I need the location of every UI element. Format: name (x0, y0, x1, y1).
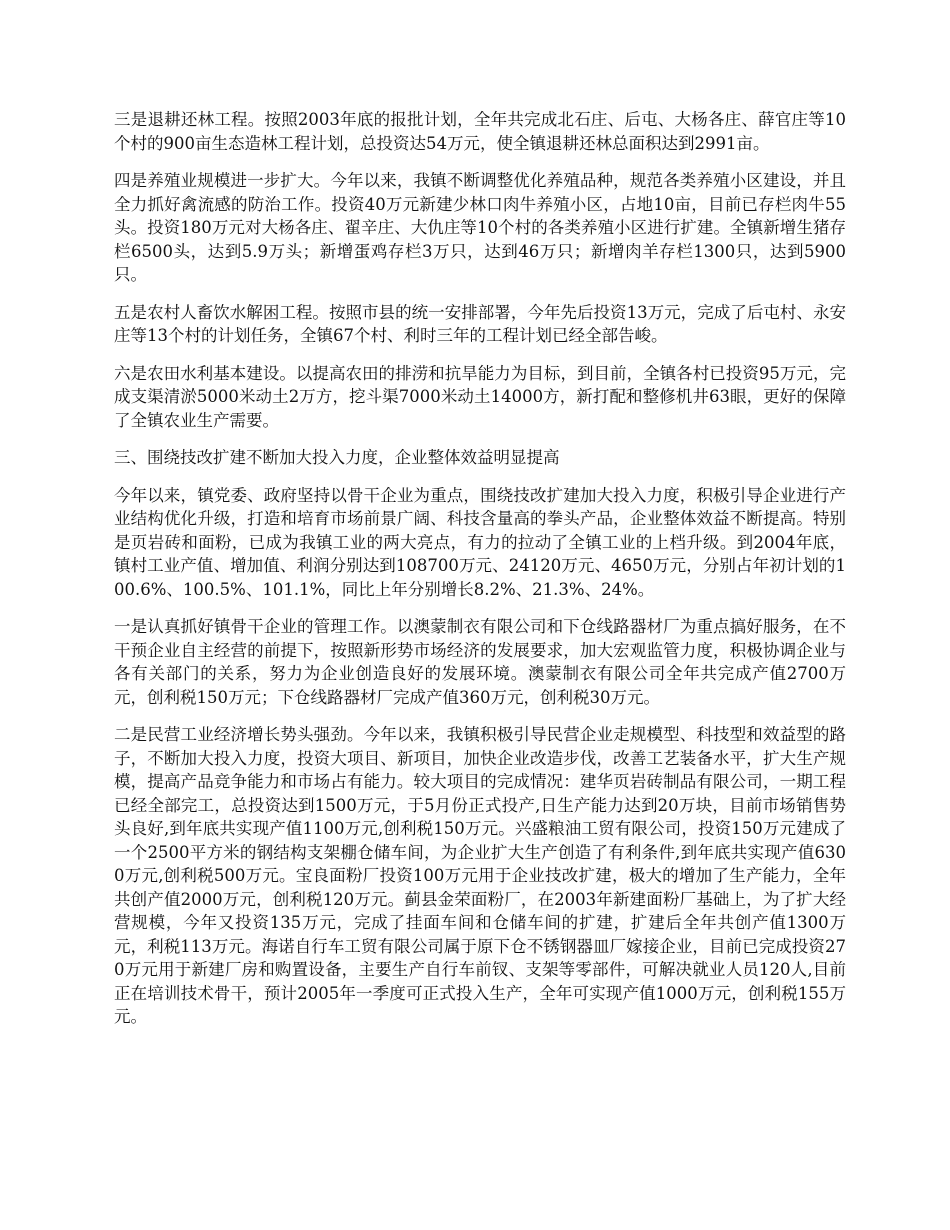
document-body (114, 108, 846, 1043)
paragraph-drinking-water: 五是农村人畜饮水解困工程。按照市县的统一安排部署，今年先后投资13万元，完成了后屯村、永安庄等13个村的计划任务，全镇67个村、利时三年的工程计划已经全部告峻。 (114, 302, 846, 345)
paragraph-private-industry: 二是民营工业经济增长势头强劲。今年以来，我镇积极引导民营企业走规模型、科技型和效益型的路子，不断加大投入力度，投资大项目、新项目，加快企业改造步伐，改善工艺装备水平，扩大生产规模，提高产品竞争能力和市场占有能力。较大项目的完成情况：建华页岩砖制品有限公司，一期工程已经全部完工，总投资达到1500万元，于5月份正式投产,日生产能力达到20万块，目前市场销售势头良好,到年底共实现产值1100万元,创利税150万元。兴盛粮油工贸有限公司，投资150万元建成了一个2500平方米的钢结构支架棚仓储车间，为企业扩大生产创造了有利条件,到年底共实现产值6300万元,创利税500万元。宝良面粉厂投资100万元用于企业技改扩建，极大的增加了生产能力，全年共创产值2000万元，创利税120万元。蓟县金荣面粉厂，在2003年新建面粉厂基础上，为了扩大经营规模，今年又投资135万元，完成了挂面车间和仓储车间的扩建，扩建后全年共创产值1300万元，利税113万元。海诺自行车工贸有限公司属于原下仓不锈钢器皿厂嫁接企业，目前已完成投资270万元用于新建厂房和购置设备，主要生产自行车前钗、支架等零部件，可解决就业人员120人,目前正在培训技术骨干，预计2005年一季度可正式投入生产，全年可实现产值1000万元，创利税155万元。 (114, 725, 846, 1026)
section-heading-enterprise: 三、围绕技改扩建不断加大投入力度，企业整体效益明显提高 (114, 448, 560, 467)
paragraph-irrigation: 六是农田水利基本建设。以提高农田的排涝和抗旱能力为目标，到目前，全镇各村已投资95万元，完成支渠清淤5000米动土2万方，挖斗渠7000米动土14000方，新打配和整修机井63眼，更好的保障了全镇农业生产需要。 (114, 363, 846, 430)
paragraph-enterprise-overview: 今年以来，镇党委、政府坚持以骨干企业为重点，围绕技改扩建加大投入力度，积极引导企业进行产业结构优化升级，打造和培育市场前景广阔、科技含量高的拳头产品，企业整体效益不断提高。特别是页岩砖和面粉，已成为我镇工业的两大亮点，有力的拉动了全镇工业的上档升级。到2004年底，镇村工业产值、增加值、利润分别达到108700万元、24120万元、4650万元，分别占年初计划的100.6%、100.5%、101.1%，同比上年分别增长8.2%、21.3%、24%。 (114, 485, 846, 599)
paragraph-backbone-enterprises: 一是认真抓好镇骨干企业的管理工作。以澳蒙制衣有限公司和下仓线路器材厂为重点搞好服务，在不干预企业自主经营的前提下，按照新形势市场经济的发展要求，加大宏观监管力度，积极协调企业与各有关部门的关系，努力为企业创造良好的发展环境。澳蒙制衣有限公司全年共完成产值2700万元，创利税150万元；下仓线路器材厂完成产值360万元，创利税30万元。 (114, 617, 846, 707)
paragraph-reforestation: 三是退耕还林工程。按照2003年底的报批计划，全年共完成北石庄、后屯、大杨各庄、薛官庄等10个村的900亩生态造林工程计划，总投资达54万元，使全镇退耕还林总面积达到2991亩。 (114, 110, 846, 153)
paragraph-livestock: 四是养殖业规模进一步扩大。今年以来，我镇不断调整优化养殖品种，规范各类养殖小区建设，并且全力抓好禽流感的防治工作。投资40万元新建少林口肉牛养殖小区，占地10亩，目前已存栏肉牛55头。投资180万元对大杨各庄、翟辛庄、大仇庄等10个村的各类养殖小区进行扩建。全镇新增生猪存栏6500头，达到5.9万头；新增蛋鸡存栏3万只，达到46万只；新增肉羊存栏1300只，达到5900只。 (114, 171, 846, 284)
